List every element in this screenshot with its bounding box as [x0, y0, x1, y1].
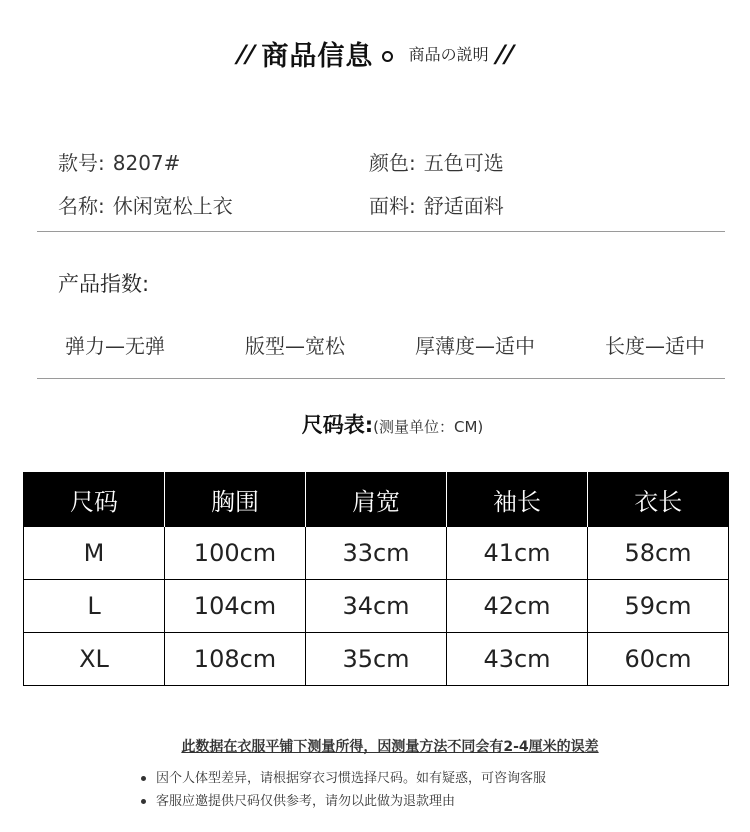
table-cell: 42cm: [447, 580, 588, 633]
table-cell: L: [24, 580, 165, 633]
info-style-no: [58, 147, 180, 176]
column-header: 衣长: [588, 472, 729, 527]
measurement-note: 此数据在衣服平铺下测量所得，因测量方法不同会有2-4厘米的误差: [181, 739, 599, 755]
section-header: [0, 34, 750, 74]
table-cell: M: [24, 527, 165, 580]
info-color: [369, 147, 504, 176]
info-label: 款号:: [58, 151, 105, 175]
info-fabric: [369, 190, 504, 219]
table-row: [24, 527, 729, 580]
note-text: 因个人体型差异，请根据穿衣习惯选择尺码。如有疑惑，可咨询客服: [156, 771, 547, 786]
table-cell: 34cm: [306, 580, 447, 633]
size-chart-heading: 尺码表:: [301, 413, 374, 437]
table-cell: 41cm: [447, 527, 588, 580]
column-header: 肩宽: [306, 472, 447, 527]
divider: [37, 231, 725, 232]
table-header-row: [24, 472, 729, 527]
table-cell: 108cm: [165, 633, 306, 686]
info-label: 颜色:: [369, 151, 416, 175]
size-chart-unit: (测量单位：CM): [373, 418, 484, 436]
column-header: 尺码: [24, 472, 165, 527]
index-fit: 版型—宽松: [245, 334, 345, 358]
bullet-icon: [141, 799, 146, 804]
page-title: 商品信息: [261, 41, 374, 72]
table-row: [24, 580, 729, 633]
note-item: [141, 790, 455, 809]
info-value: 五色可选: [423, 151, 504, 175]
column-header: 袖长: [447, 472, 588, 527]
table-row: [24, 633, 729, 686]
note-text: 客服应邀提供尺码仅供参考，请勿以此做为退款理由: [156, 794, 456, 809]
table-cell: 100cm: [165, 527, 306, 580]
note-item: [141, 767, 546, 786]
table-cell: XL: [24, 633, 165, 686]
divider: [37, 378, 725, 379]
bullet-icon: [141, 776, 146, 781]
table-cell: 35cm: [306, 633, 447, 686]
index-thickness: 厚薄度—适中: [415, 334, 535, 358]
info-value: 休闲宽松上衣: [112, 194, 233, 218]
info-label: 名称:: [58, 194, 105, 218]
table-cell: 58cm: [588, 527, 729, 580]
index-elasticity: 弹力—无弹: [65, 334, 165, 358]
info-value: 8207#: [112, 151, 181, 175]
table-cell: 104cm: [165, 580, 306, 633]
table-cell: 60cm: [588, 633, 729, 686]
slash-icon: //: [491, 39, 517, 68]
indices-title: 产品指数:: [58, 272, 150, 296]
info-value: 舒适面料: [423, 194, 504, 218]
slash-icon: //: [233, 39, 259, 68]
circle-icon: [382, 51, 393, 62]
size-table: [23, 472, 729, 686]
column-header: 胸围: [165, 472, 306, 527]
info-name: [58, 190, 233, 219]
table-cell: 43cm: [447, 633, 588, 686]
info-label: 面料:: [369, 194, 416, 218]
index-length: 长度—适中: [605, 334, 705, 358]
page-subtitle: 商品の説明: [408, 45, 489, 64]
size-chart-title: [0, 409, 750, 439]
table-cell: 33cm: [306, 527, 447, 580]
table-cell: 59cm: [588, 580, 729, 633]
